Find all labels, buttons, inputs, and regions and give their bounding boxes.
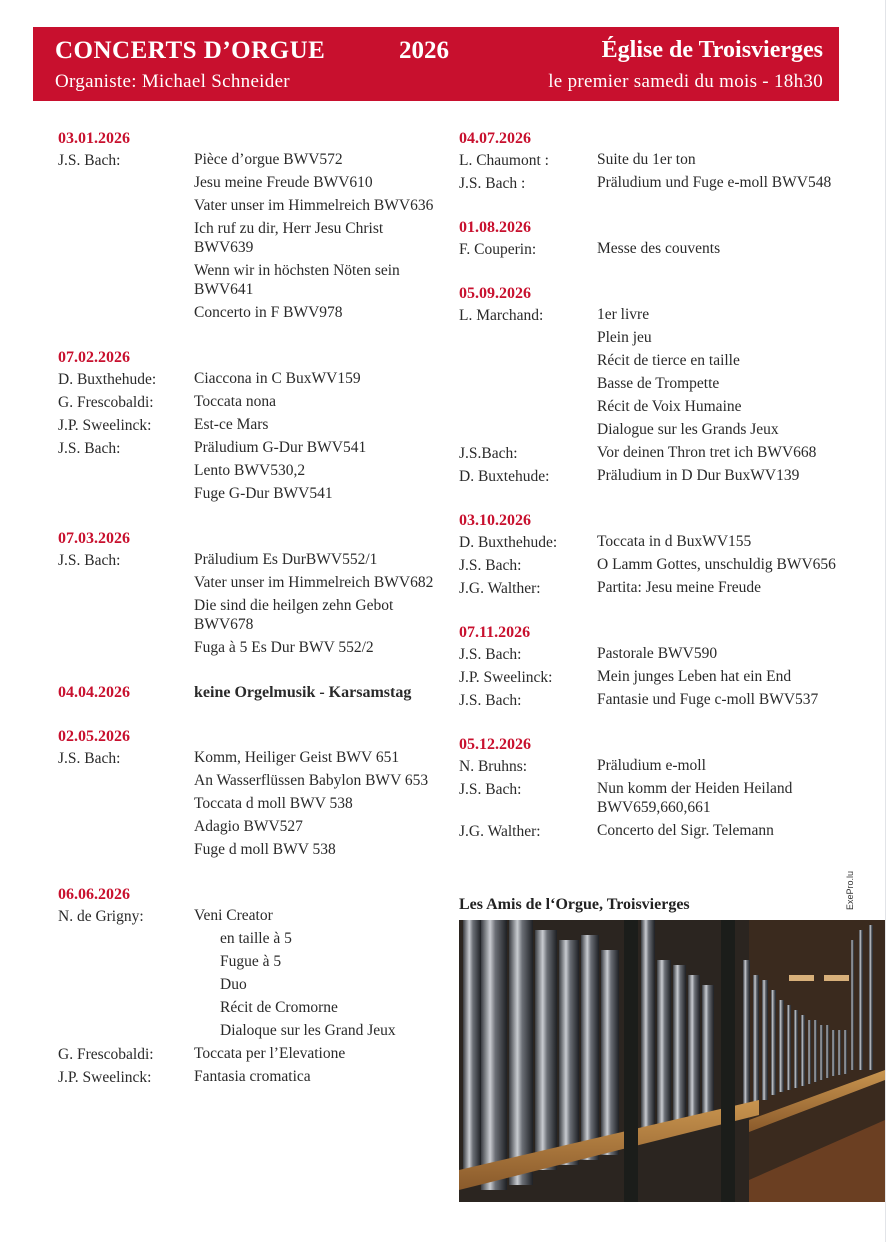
concert-block bbox=[459, 216, 859, 262]
work-title: Messe des couvents bbox=[597, 240, 721, 257]
schedule: le premier samedi du mois - 18h30 bbox=[548, 71, 823, 92]
concert-block bbox=[58, 681, 443, 705]
organ-pipe bbox=[808, 1020, 811, 1084]
page-title: CONCERTS D’ORGUE bbox=[55, 37, 326, 64]
organ-pipe bbox=[859, 930, 863, 1070]
work-title: Dialogue sur les Grands Jeux bbox=[597, 421, 779, 438]
composer-name: J.S. Bach: bbox=[459, 781, 522, 798]
composer-name: J.S. Bach: bbox=[58, 552, 121, 569]
organ-pipe bbox=[794, 1010, 798, 1088]
works-list bbox=[597, 150, 859, 173]
concert-block bbox=[58, 527, 443, 661]
work-title: Toccata per l’Elevatione bbox=[194, 1044, 346, 1062]
work-title: Mein junges Leben hat ein End bbox=[597, 668, 792, 685]
concert-date: 02.05.2026 bbox=[58, 727, 130, 745]
concerts-right-column bbox=[459, 127, 859, 864]
works-list bbox=[194, 550, 443, 661]
composer-name: G. Frescobaldi: bbox=[58, 1045, 154, 1063]
composer-name: G. Frescobaldi: bbox=[58, 394, 154, 411]
works-list bbox=[597, 443, 859, 466]
organ-pipe bbox=[779, 1000, 784, 1092]
work-title: Fuge d moll BWV 538 bbox=[194, 840, 336, 858]
organ-pipe bbox=[641, 920, 655, 1130]
works-list bbox=[597, 821, 859, 844]
program-row bbox=[459, 578, 859, 601]
work-title: Fuga à 5 Es Dur BWV 552/2 bbox=[194, 639, 374, 656]
works-list bbox=[597, 173, 859, 196]
program-row bbox=[459, 821, 859, 844]
organ-pipe bbox=[771, 990, 776, 1095]
concert-block bbox=[58, 883, 443, 1090]
work-title: Récit de Cromorne bbox=[220, 998, 338, 1016]
program-row bbox=[459, 644, 859, 667]
organ-pipe bbox=[463, 920, 481, 1180]
composer-name: L. Chaumont : bbox=[459, 152, 549, 169]
program-row bbox=[459, 466, 859, 489]
work-title: 1er livre bbox=[597, 306, 650, 323]
work-title: Fuge G-Dur BWV541 bbox=[194, 485, 333, 502]
work-title: Präludium G-Dur BWV541 bbox=[194, 439, 367, 456]
work-title: Pastorale BWV590 bbox=[597, 645, 718, 662]
work-title: Präludium und Fuge e-moll BWV548 bbox=[597, 174, 832, 191]
work-title: Präludium Es DurBWV552/1 bbox=[194, 551, 378, 568]
work-title: Nun komm der Heiden Heiland BWV659,660,661 bbox=[597, 780, 793, 816]
work-title: O Lamm Gottes, unschuldig BWV656 bbox=[597, 556, 836, 573]
works-list bbox=[194, 369, 443, 392]
work-title: An Wasserflüssen Babylon BWV 653 bbox=[194, 771, 429, 789]
organ-pipe bbox=[657, 960, 671, 1130]
work-title: Adagio BWV527 bbox=[194, 817, 303, 835]
program-row bbox=[58, 906, 443, 1044]
program-row bbox=[459, 667, 859, 690]
composer-name: J.S. Bach: bbox=[459, 646, 522, 663]
organ-pipe bbox=[844, 1030, 847, 1074]
organ-pipe bbox=[762, 980, 768, 1100]
concert-date: 05.12.2026 bbox=[459, 736, 531, 753]
photo-credit: ExePro.lu bbox=[845, 870, 855, 910]
organist: Organiste: Michael Schneider bbox=[55, 71, 290, 92]
concert-date: 03.01.2026 bbox=[58, 130, 130, 147]
works-list bbox=[597, 239, 859, 262]
organ-pipe bbox=[481, 920, 507, 1190]
concert-date: 03.10.2026 bbox=[459, 512, 531, 529]
works-list bbox=[597, 644, 859, 667]
program-row bbox=[459, 690, 859, 713]
program-row bbox=[58, 150, 443, 326]
work-title: Concerto in F BWV978 bbox=[194, 304, 343, 321]
concert-date: 01.08.2026 bbox=[459, 219, 531, 236]
composer-name: J.S. Bach: bbox=[58, 152, 121, 169]
composer-name: N. Bruhns: bbox=[459, 758, 528, 775]
concert-date: 05.09.2026 bbox=[459, 285, 531, 302]
work-title: Récit de tierce en taille bbox=[597, 352, 740, 369]
concert-date-line bbox=[58, 681, 443, 705]
works-list bbox=[194, 1044, 443, 1067]
organ-pipe bbox=[838, 1030, 841, 1075]
concert-block bbox=[459, 127, 859, 196]
composer-name: F. Couperin: bbox=[459, 241, 537, 258]
work-title: Komm, Heiliger Geist BWV 651 bbox=[194, 748, 400, 766]
composer-name: J.G. Walther: bbox=[459, 823, 541, 840]
organ-pipe bbox=[787, 1005, 791, 1090]
organ-pipe bbox=[851, 940, 854, 1070]
works-list bbox=[597, 779, 859, 821]
work-title: Fugue à 5 bbox=[220, 952, 282, 970]
works-list bbox=[194, 415, 443, 438]
program-row bbox=[459, 443, 859, 466]
work-title: Vater unser im Himmelreich BWV682 bbox=[194, 574, 434, 591]
organ-pipe bbox=[673, 965, 686, 1125]
concert-block bbox=[459, 282, 859, 489]
program-row bbox=[58, 369, 443, 392]
works-list bbox=[597, 578, 859, 601]
concert-date: 06.06.2026 bbox=[58, 885, 130, 903]
concert-block bbox=[459, 733, 859, 844]
venue: Église de Troisvierges bbox=[601, 37, 823, 63]
work-title: Plein jeu bbox=[597, 329, 652, 346]
composer-name: D. Buxthehude: bbox=[58, 371, 157, 388]
organ-pipe bbox=[601, 950, 619, 1155]
organ-pipe bbox=[509, 920, 533, 1185]
composer-name: J.S. Bach: bbox=[459, 692, 522, 709]
work-title: Veni Creator bbox=[194, 906, 273, 924]
work-title: Präludium in D Dur BuxWV139 bbox=[597, 467, 800, 484]
work-title: Concerto del Sigr. Telemann bbox=[597, 822, 774, 839]
program-row bbox=[459, 756, 859, 779]
work-title: Vater unser im Himmelreich BWV636 bbox=[194, 197, 434, 214]
work-title: Fantasia cromatica bbox=[194, 1067, 311, 1085]
concerts-left-column bbox=[58, 127, 443, 1110]
concert-block bbox=[459, 621, 859, 713]
work-title: Ciaccona in C BuxWV159 bbox=[194, 370, 361, 387]
work-title: Duo bbox=[220, 975, 247, 993]
organ-pipe bbox=[702, 985, 714, 1115]
program-row bbox=[459, 305, 859, 443]
program-row bbox=[58, 1044, 443, 1067]
work-title: Fantasie und Fuge c-moll BWV537 bbox=[597, 691, 819, 708]
work-title: Die sind die heilgen zehn Gebot BWV678 bbox=[194, 597, 394, 633]
concert-note: keine Orgelmusik - Karsamstag bbox=[194, 684, 412, 701]
works-list bbox=[597, 667, 859, 690]
works-list bbox=[194, 392, 443, 415]
works-list bbox=[597, 532, 859, 555]
program-row bbox=[58, 392, 443, 415]
program-row bbox=[459, 532, 859, 555]
works-list bbox=[194, 150, 443, 326]
program-row bbox=[459, 555, 859, 578]
concert-block bbox=[58, 127, 443, 326]
concert-block bbox=[459, 509, 859, 601]
composer-name: D. Buxthehude: bbox=[459, 534, 558, 551]
program-row bbox=[459, 239, 859, 262]
work-title: Basse de Trompette bbox=[597, 375, 720, 392]
concert-date: 04.07.2026 bbox=[459, 130, 531, 147]
organ-pipe bbox=[869, 925, 873, 1070]
composer-name: D. Buxtehude: bbox=[459, 468, 550, 485]
works-list bbox=[194, 748, 443, 863]
program-row bbox=[58, 1067, 443, 1090]
organ-pipe bbox=[688, 975, 700, 1120]
organ-pipe bbox=[832, 1030, 835, 1076]
organ-pipe bbox=[801, 1015, 805, 1086]
composer-name: N. de Grigny: bbox=[58, 907, 144, 925]
work-title: Ich ruf zu dir, Herr Jesu Christ BWV639 bbox=[194, 220, 384, 256]
page-edge-line bbox=[885, 0, 886, 1242]
organ-pipe bbox=[535, 930, 557, 1170]
composer-name: J.P. Sweelinck: bbox=[459, 669, 553, 686]
organ-pipes-photo bbox=[459, 920, 885, 1202]
work-title: Dialoque sur les Grand Jeux bbox=[220, 1021, 396, 1039]
photo-caption: Les Amis de l‘Orgue, Troisvierges bbox=[459, 896, 690, 913]
works-list bbox=[597, 756, 859, 779]
organ-pipe bbox=[820, 1025, 823, 1080]
composer-name: J.P. Sweelinck: bbox=[58, 417, 152, 434]
organ-pipe bbox=[753, 975, 759, 1105]
composer-name: J.S. Bach: bbox=[58, 749, 121, 767]
concert-block bbox=[58, 725, 443, 863]
work-title: Est-ce Mars bbox=[194, 416, 269, 433]
program-row bbox=[58, 550, 443, 661]
program-row bbox=[459, 173, 859, 196]
concert-date: 04.04.2026 bbox=[58, 684, 130, 701]
work-title: Toccata in d BuxWV155 bbox=[597, 533, 752, 550]
organ-pipe bbox=[826, 1025, 829, 1078]
composer-name: J.S. Bach: bbox=[58, 440, 121, 457]
work-title: Récit de Voix Humaine bbox=[597, 398, 742, 415]
year: 2026 bbox=[399, 37, 449, 64]
composer-name: J.G. Walther: bbox=[459, 580, 541, 597]
work-title: Vor deinen Thron tret ich BWV668 bbox=[597, 444, 817, 461]
work-title: Jesu meine Freude BWV610 bbox=[194, 174, 373, 191]
organ-pipes-illustration bbox=[459, 920, 885, 1202]
works-list bbox=[597, 555, 859, 578]
work-title: Suite du 1er ton bbox=[597, 151, 696, 168]
works-list bbox=[194, 1067, 443, 1090]
program-row bbox=[58, 415, 443, 438]
program-row bbox=[459, 779, 859, 821]
composer-name: J.S.Bach: bbox=[459, 445, 518, 462]
work-title: Wenn wir in höchsten Nöten sein BWV641 bbox=[194, 262, 400, 298]
work-title: Lento BWV530,2 bbox=[194, 462, 306, 479]
composer-name: J.P. Sweelinck: bbox=[58, 1068, 152, 1086]
organ-pipe bbox=[814, 1020, 817, 1082]
work-title: Pièce d’orgue BWV572 bbox=[194, 151, 343, 168]
organ-pipe bbox=[581, 935, 599, 1160]
works-list bbox=[597, 466, 859, 489]
work-title: Präludium e-moll bbox=[597, 757, 706, 774]
concert-date: 07.11.2026 bbox=[459, 624, 531, 641]
program-row bbox=[58, 438, 443, 507]
work-title: Toccata nona bbox=[194, 393, 276, 410]
header-banner bbox=[33, 27, 839, 101]
works-list bbox=[597, 690, 859, 713]
concert-date: 07.02.2026 bbox=[58, 349, 130, 366]
program-row bbox=[58, 748, 443, 863]
works-list bbox=[597, 305, 859, 443]
composer-name: L. Marchand: bbox=[459, 307, 544, 324]
works-list bbox=[194, 906, 443, 1044]
work-title: Partita: Jesu meine Freude bbox=[597, 579, 761, 596]
organ-pipe bbox=[559, 940, 579, 1165]
program-row bbox=[459, 150, 859, 173]
work-title: en taille à 5 bbox=[220, 929, 292, 947]
concert-block bbox=[58, 346, 443, 507]
organ-pipe bbox=[743, 960, 750, 1110]
composer-name: J.S. Bach: bbox=[459, 557, 522, 574]
concert-date: 07.03.2026 bbox=[58, 530, 130, 547]
works-list bbox=[194, 438, 443, 507]
composer-name: J.S. Bach : bbox=[459, 175, 526, 192]
work-title: Toccata d moll BWV 538 bbox=[194, 794, 353, 812]
